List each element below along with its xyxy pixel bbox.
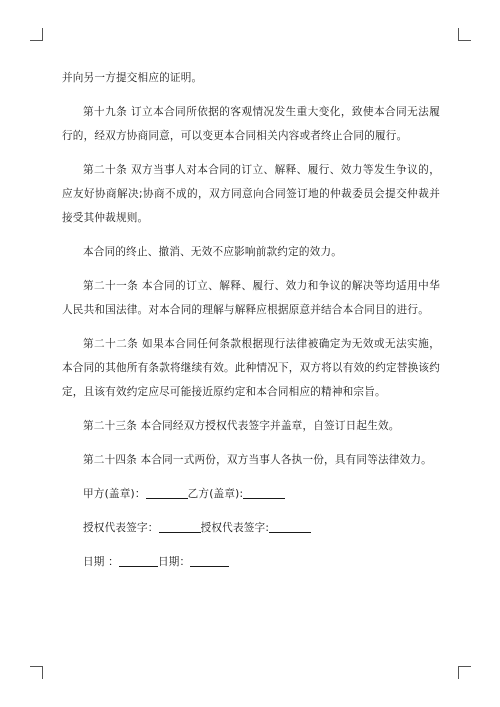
party-b-date-label: 日期： (157, 556, 191, 568)
party-b-seal-label: 乙方(盖章): (187, 488, 244, 500)
article-23: 第二十三条 本合同经双方授权代表签字并盖章，自签订日起生效。 (83, 420, 400, 432)
party-b-rep-blank[interactable] (269, 520, 311, 533)
party-a-seal-label: 甲方(盖章)： (83, 488, 146, 500)
party-b-seal-blank[interactable] (243, 486, 285, 499)
article-19: 第十九条 订立本合同所依据的客观情况发生重大变化，致使本合同无法履行的，经双方协商同意，可以变更本合同相关内容或者终止合同的履行。 (62, 106, 440, 142)
party-b-rep-label: 授权代表签字: (200, 522, 270, 534)
party-a-seal-blank[interactable] (146, 486, 188, 499)
signature-seal-line (62, 482, 440, 506)
paragraph-continuation: 并向另一方提交相应的证明。 (62, 72, 203, 84)
party-b-date-blank[interactable] (190, 554, 229, 567)
corner-crop-mark-top-left (30, 28, 43, 41)
paragraph-validity: 本合同的终止、撤消、无效不应影响前款约定的效力。 (83, 246, 343, 258)
article-20: 第二十条 双方当事人对本合同的订立、解释、履行、效力等发生争议的，应友好协商解决;协商不成的，双方同意向合同签订地的仲裁委员会提交仲裁并接受其仲裁规则。 (62, 164, 440, 224)
article-24: 第二十四条 本合同一式两份，双方当事人各执一份，具有同等法律效力。 (83, 454, 432, 466)
party-a-rep-label: 授权代表签字： (83, 522, 159, 534)
party-a-date-blank[interactable] (119, 554, 158, 567)
signature-representative-line (62, 516, 440, 540)
article-21: 第二十一条 本合同的订立、解释、履行、效力和争议的解决等均适用中华人民共和国法律。对本合同的理解与解释应根据原意并结合本合同目的进行。 (62, 280, 440, 316)
corner-crop-mark-bottom-left (30, 666, 43, 679)
corner-crop-mark-bottom-right (458, 666, 471, 679)
signature-date-line (62, 550, 440, 574)
party-a-rep-blank[interactable] (159, 520, 201, 533)
party-a-date-label: 日期 ： (83, 556, 119, 568)
article-22: 第二十二条 如果本合同任何条款根据现行法律被确定为无效或无法实施，本合同的其他所有条款将继续有效。此种情况下，双方将以有效的约定替换该约定，且该有效约定应尽可能接近原约定和本合同相应的精神和宗旨。 (62, 338, 440, 398)
document-body (62, 66, 440, 584)
corner-crop-mark-top-right (458, 28, 471, 41)
